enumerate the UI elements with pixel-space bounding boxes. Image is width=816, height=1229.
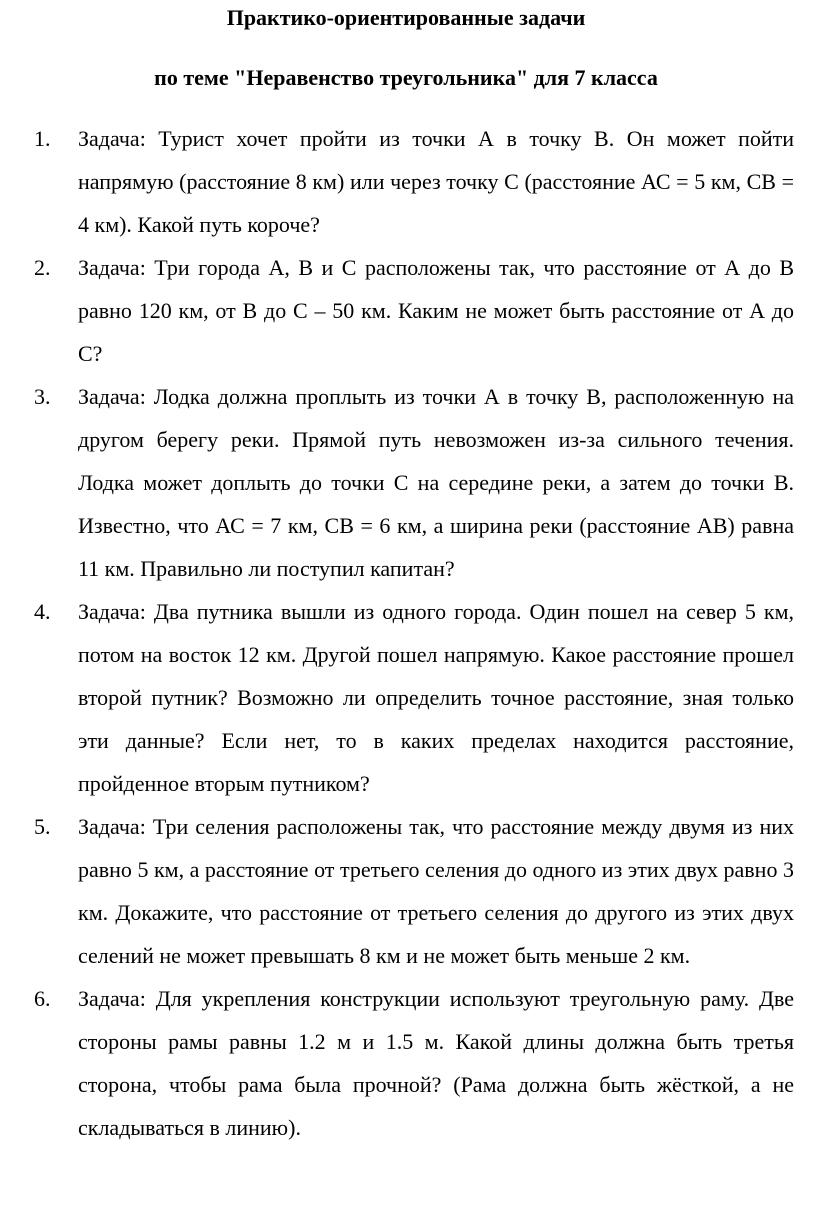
- task-number: 2.: [34, 255, 51, 280]
- task-number: 1.: [34, 126, 51, 151]
- task-text: Задача: Три города А, В и С расположены так, что расстояние от А до В равно 120 км, от В до С – 50 км. Каким не может быть расстояние от А до С?: [78, 255, 794, 366]
- document-subtitle: по теме "Неравенство треугольника" для 7 класса: [154, 65, 658, 90]
- task-item-1: [18, 117, 794, 246]
- task-text: Задача: Два путника вышли из одного города. Один пошел на север 5 км, потом на восток 12 км. Другой пошел напрямую. Какое расстояние прошел второй путник? Возможно ли определить точное расстояние, зная только эти данные? Если нет, то в каких пределах находится расстояние, пройденное вторым путником?: [78, 599, 794, 796]
- task-list: [18, 117, 794, 1149]
- task-number: 4.: [34, 599, 51, 624]
- task-number: 6.: [34, 986, 51, 1011]
- task-text: Задача: Для укрепления конструкции используют треугольную раму. Две стороны рамы равны 1.2 м и 1.5 м. Какой длины должна быть третья сторона, чтобы рама была прочной? (Рама должна быть жёсткой, а не складываться в линию).: [78, 986, 794, 1140]
- task-item-3: [18, 375, 794, 590]
- task-number: 3.: [34, 384, 51, 409]
- task-item-4: [18, 590, 794, 805]
- task-item-2: [18, 246, 794, 375]
- task-number: 5.: [34, 814, 51, 839]
- task-text: Задача: Лодка должна проплыть из точки А в точку В, расположенную на другом берегу реки. Прямой путь невозможен из-за сильного течения. Лодка может доплыть до точки С на середине реки, а затем до точки В. Известно, что АС = 7 км, СВ = 6 км, а ширина реки (расстояние АВ) равна 11 км. Правильно ли поступил капитан?: [78, 384, 794, 581]
- task-item-6: [18, 977, 794, 1149]
- document-title: Практико-ориентированные задачи: [226, 5, 586, 30]
- task-text: Задача: Три селения расположены так, что расстояние между двумя из них равно 5 км, а расстояние от третьего селения до одного из этих двух равно 3 км. Докажите, что расстояние от третьего селения до другого из этих двух селений не может превышать 8 км и не может быть меньше 2 км.: [78, 814, 794, 968]
- task-text: Задача: Турист хочет пройти из точки А в точку В. Он может пойти напрямую (расстояние 8 км) или через точку С (расстояние АС = 5 км, СВ = 4 км). Какой путь короче?: [78, 126, 794, 237]
- task-item-5: [18, 805, 794, 977]
